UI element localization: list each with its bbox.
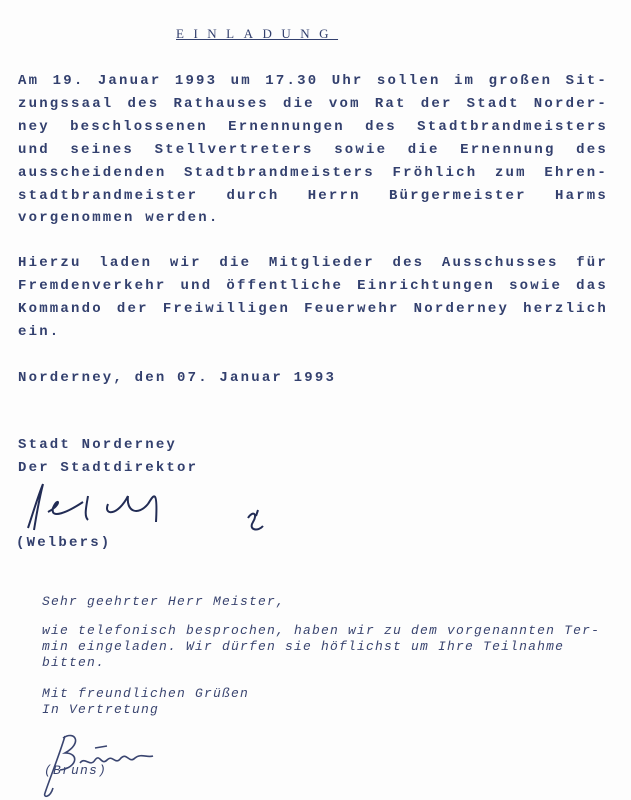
date-line: Norderney, den 07. Januar 1993 xyxy=(18,370,337,386)
paragraph1-line: zungssaal des Rathauses die vom Rat der Stadt Norder- xyxy=(18,96,608,112)
note-body-line: wie telefonisch besprochen, haben wir zu dem vorgenannten Ter- xyxy=(42,623,601,638)
note-closing-line: Mit freundlichen Grüßen xyxy=(42,686,250,701)
paragraph2-line: Hierzu laden wir die Mitglieder des Ausschusses für xyxy=(18,255,608,271)
paragraph1-line: ney beschlossenen Ernennungen des Stadtbrandmeisters xyxy=(18,119,608,135)
paragraph2-line: Kommando der Freiwilligen Feuerwehr Norderney herzlich xyxy=(18,301,608,317)
paragraph1-line: stadtbrandmeister durch Herrn Bürgermeister Harms xyxy=(18,188,608,204)
paragraph2-line: Fremdenverkehr und öffentliche Einrichtungen sowie das xyxy=(18,278,608,294)
paragraph2-line: ein. xyxy=(18,324,61,340)
paragraph1-line: ausscheidenden Stadtbrandmeisters Fröhlich zum Ehren- xyxy=(18,165,608,181)
note-body-line: bitten. xyxy=(42,655,106,670)
note-closing-line: In Vertretung xyxy=(42,702,160,717)
note-body-line: min eingeladen. Wir dürfen sie höflichst um Ihre Teilnahme xyxy=(42,639,565,654)
signature-welbers xyxy=(8,478,278,534)
paragraph1-line: vorgenommen werden. xyxy=(18,210,220,226)
paragraph1-line: Am 19. Januar 1993 um 17.30 Uhr sollen im großen Sit- xyxy=(18,73,608,89)
note-salutation: Sehr geehrter Herr Meister, xyxy=(42,594,286,609)
sender-line: Der Stadtdirektor xyxy=(18,460,199,476)
document-title: EINLADUNG xyxy=(176,26,339,41)
sender-line: Stadt Norderney xyxy=(18,437,178,453)
signer-bruns: (Bruns) xyxy=(44,763,108,778)
signer-welbers: (Welbers) xyxy=(16,535,112,551)
paragraph1-line: und seines Stellvertreters sowie die Ernennung des xyxy=(18,142,608,158)
